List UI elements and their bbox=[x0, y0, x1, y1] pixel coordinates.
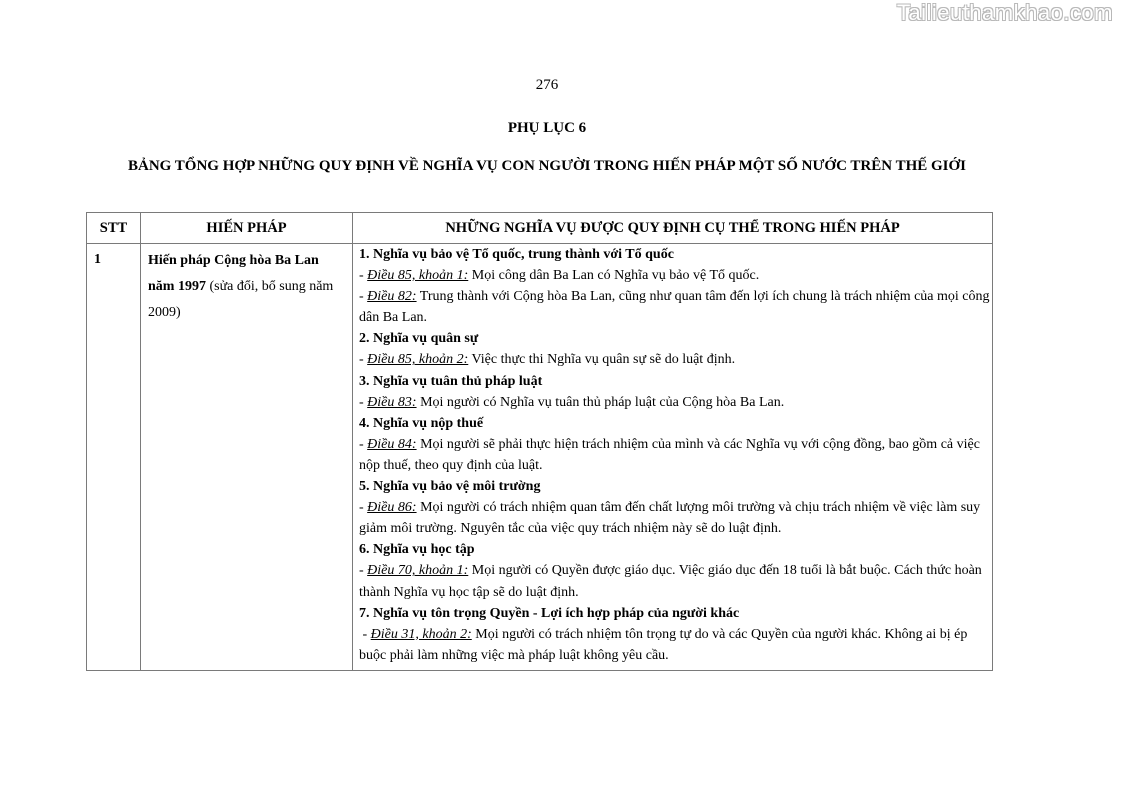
duty-item bbox=[359, 497, 992, 539]
article-reference: Điều 84: bbox=[367, 436, 417, 452]
duty-item-text: Mọi người có trách nhiệm quan tâm đến chất lượng môi trường và chịu trách nhiệm về việc làm suy giảm môi trường. Nguyên tắc của việc quy trách nhiệm này sẽ do luật định. bbox=[359, 500, 981, 537]
duty-item-text: Trung thành với Cộng hòa Ba Lan, cũng như quan tâm đến lợi ích chung là trách nhiệm của mọi công dân Ba Lan. bbox=[359, 289, 990, 326]
header-duties: NHỮNG NGHĨA VỤ ĐƯỢC QUY ĐỊNH CỤ THỂ TRONG HIẾN PHÁP bbox=[353, 213, 993, 244]
duty-item-text: Mọi công dân Ba Lan có Nghĩa vụ bảo vệ Tổ quốc. bbox=[468, 268, 760, 284]
obligations-table bbox=[86, 212, 993, 671]
duty-item bbox=[359, 265, 992, 286]
table-row bbox=[87, 244, 993, 671]
duty-item-text: Việc thực thi Nghĩa vụ quân sự sẽ do luật định. bbox=[468, 352, 736, 368]
article-reference: Điều 31, khoản 2: bbox=[370, 626, 472, 642]
row-stt: 1 bbox=[87, 244, 141, 671]
page-number: 276 bbox=[535, 77, 559, 93]
duty-item bbox=[359, 392, 992, 413]
watermark-logo: Tailieuthamkhao.com bbox=[896, 0, 1113, 25]
row-duties bbox=[353, 244, 993, 671]
duty-item-text: Mọi người sẽ phải thực hiện trách nhiệm của mình và các Nghĩa vụ với cộng đồng, bao gồm cả việc nộp thuế, theo quy định của luật. bbox=[359, 436, 980, 473]
duty-item bbox=[359, 560, 992, 602]
header-stt: STT bbox=[87, 213, 141, 244]
duty-item-prefix: - bbox=[359, 394, 368, 410]
article-reference: Điều 86: bbox=[367, 500, 417, 516]
duty-item bbox=[359, 286, 992, 328]
row-constitution bbox=[141, 244, 353, 671]
article-reference: Điều 82: bbox=[367, 289, 417, 305]
table-header-row bbox=[87, 213, 993, 244]
article-reference: Điều 85, khoản 1: bbox=[367, 268, 469, 284]
duty-title: 2. Nghĩa vụ quân sự bbox=[359, 331, 479, 347]
duty-item bbox=[359, 624, 992, 666]
duty-item-text: Mọi người có Quyền được giáo dục. Việc giáo dục đến 18 tuổi là bắt buộc. Cách thức hoàn thành Nghĩa vụ học tập sẽ do luật định. bbox=[359, 563, 982, 600]
article-reference: Điều 85, khoản 2: bbox=[367, 352, 469, 368]
duty-item-prefix: - bbox=[359, 500, 368, 516]
duty-item bbox=[359, 434, 992, 476]
constitution-amendment: (sửa đổi, bổ sung năm 2009) bbox=[148, 279, 334, 320]
duty-item-prefix: - bbox=[359, 626, 371, 642]
duty-item-prefix: - bbox=[359, 563, 368, 579]
duty-item-text: Mọi người có Nghĩa vụ tuân thủ pháp luật của Cộng hòa Ba Lan. bbox=[416, 394, 785, 410]
duty-title: 7. Nghĩa vụ tôn trọng Quyền - Lợi ích hợp pháp của người khác bbox=[359, 605, 740, 621]
duty-item-prefix: - bbox=[359, 289, 368, 305]
duty-title: 5. Nghĩa vụ bảo vệ môi trường bbox=[359, 479, 541, 495]
constitution-name: Hiến pháp Cộng hòa Ba Lan năm 1997 bbox=[148, 253, 319, 294]
article-reference: Điều 70, khoản 1: bbox=[367, 563, 469, 579]
duty-title: 6. Nghĩa vụ học tập bbox=[359, 542, 475, 558]
duty-item bbox=[359, 349, 992, 370]
duty-item-prefix: - bbox=[359, 268, 368, 284]
article-reference: Điều 83: bbox=[367, 394, 417, 410]
document-title: BẢNG TỔNG HỢP NHỮNG QUY ĐỊNH VỀ NGHĨA VỤ CON NGƯỜI TRONG HIẾN PHÁP MỘT SỐ NƯỚC TRÊN THẾ GIỚI bbox=[127, 158, 967, 174]
duty-item-prefix: - bbox=[359, 352, 368, 368]
duty-title: 4. Nghĩa vụ nộp thuế bbox=[359, 415, 484, 431]
header-constitution: HIẾN PHÁP bbox=[141, 213, 353, 244]
duty-item-prefix: - bbox=[359, 436, 368, 452]
duty-item-text: Mọi người có trách nhiệm tôn trọng tự do và các Quyền của người khác. Không ai bị ép buộc phải làm những việc mà pháp luật không yêu cầu. bbox=[359, 626, 968, 663]
appendix-title: PHỤ LỤC 6 bbox=[507, 120, 587, 136]
duty-title: 3. Nghĩa vụ tuân thủ pháp luật bbox=[359, 373, 543, 389]
duty-title: 1. Nghĩa vụ bảo vệ Tổ quốc, trung thành với Tổ quốc bbox=[359, 247, 674, 262]
